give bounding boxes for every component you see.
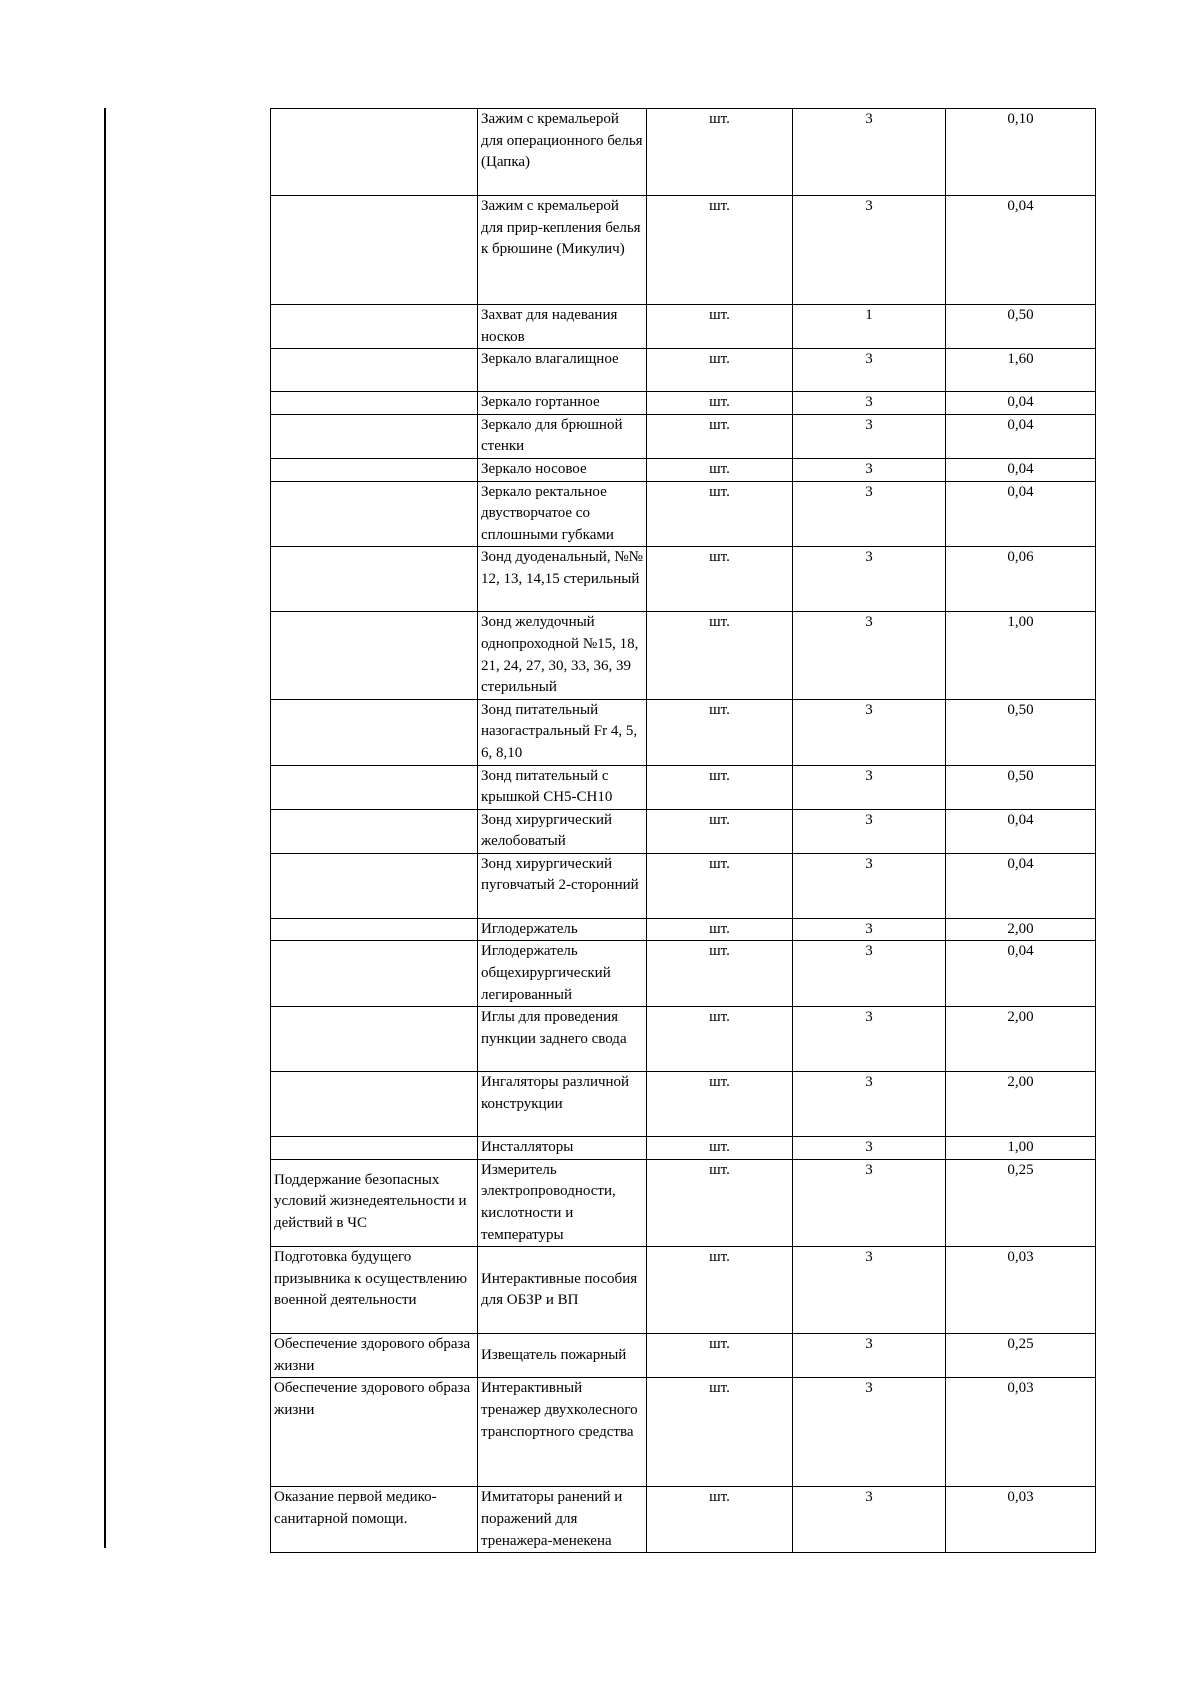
unit-cell: шт. bbox=[647, 1487, 793, 1553]
item-name-cell: Зеркало влагалищное bbox=[478, 349, 647, 392]
quantity-cell: 3 bbox=[793, 699, 946, 765]
item-name-cell: Зонд дуоденальный, №№ 12, 13, 14,15 стерильный bbox=[478, 547, 647, 612]
item-name-cell: Зажим с кремальерой для прир-кепления белья к брюшине (Микулич) bbox=[478, 196, 647, 305]
table-row bbox=[271, 1007, 1096, 1072]
unit-cell: шт. bbox=[647, 547, 793, 612]
table-row bbox=[271, 1247, 1096, 1334]
section-cell bbox=[271, 392, 478, 415]
table-row bbox=[271, 392, 1096, 415]
section-cell bbox=[271, 918, 478, 941]
item-name-cell: Инсталляторы bbox=[478, 1137, 647, 1160]
section-cell bbox=[271, 1072, 478, 1137]
section-cell bbox=[271, 547, 478, 612]
unit-cell: шт. bbox=[647, 1007, 793, 1072]
section-cell: Подготовка будущего призывника к осуществлению военной деятельности bbox=[271, 1247, 478, 1334]
section-cell bbox=[271, 853, 478, 918]
quantity-cell: 1 bbox=[793, 305, 946, 349]
ratio-cell: 0,04 bbox=[946, 392, 1096, 415]
item-name-cell: Иглодержатель общехирургический легированный bbox=[478, 941, 647, 1007]
ratio-cell: 0,25 bbox=[946, 1159, 1096, 1246]
ratio-cell: 0,04 bbox=[946, 809, 1096, 853]
quantity-cell: 3 bbox=[793, 941, 946, 1007]
ratio-cell: 1,00 bbox=[946, 1137, 1096, 1160]
unit-cell: шт. bbox=[647, 414, 793, 458]
table-row bbox=[271, 699, 1096, 765]
table-row bbox=[271, 809, 1096, 853]
quantity-cell: 3 bbox=[793, 918, 946, 941]
unit-cell: шт. bbox=[647, 1247, 793, 1334]
item-name-cell: Зонд желудочный однопроходной №15, 18, 21, 24, 27, 30, 33, 36, 39 стерильный bbox=[478, 612, 647, 699]
unit-cell: шт. bbox=[647, 481, 793, 547]
quantity-cell: 3 bbox=[793, 1072, 946, 1137]
quantity-cell: 3 bbox=[793, 349, 946, 392]
table-row bbox=[271, 349, 1096, 392]
item-name-cell: Зеркало носовое bbox=[478, 458, 647, 481]
unit-cell: шт. bbox=[647, 765, 793, 809]
section-cell bbox=[271, 305, 478, 349]
table-row bbox=[271, 414, 1096, 458]
item-name-cell: Иглодержатель bbox=[478, 918, 647, 941]
section-cell bbox=[271, 809, 478, 853]
quantity-cell: 3 bbox=[793, 109, 946, 196]
item-name-cell: Зажим с кремальерой для операционного белья (Цапка) bbox=[478, 109, 647, 196]
item-name-cell: Зеркало гортанное bbox=[478, 392, 647, 415]
table-row bbox=[271, 612, 1096, 699]
quantity-cell: 3 bbox=[793, 1007, 946, 1072]
quantity-cell: 3 bbox=[793, 196, 946, 305]
table-row bbox=[271, 1072, 1096, 1137]
ratio-cell: 0,04 bbox=[946, 414, 1096, 458]
ratio-cell: 2,00 bbox=[946, 918, 1096, 941]
quantity-cell: 3 bbox=[793, 392, 946, 415]
quantity-cell: 3 bbox=[793, 1334, 946, 1378]
ratio-cell: 0,06 bbox=[946, 547, 1096, 612]
section-cell bbox=[271, 699, 478, 765]
item-name-cell: Иглы для проведения пункции заднего свода bbox=[478, 1007, 647, 1072]
unit-cell: шт. bbox=[647, 305, 793, 349]
table-row bbox=[271, 1137, 1096, 1160]
quantity-cell: 3 bbox=[793, 481, 946, 547]
section-cell bbox=[271, 458, 478, 481]
table-row bbox=[271, 196, 1096, 305]
table-row bbox=[271, 918, 1096, 941]
ratio-cell: 1,00 bbox=[946, 612, 1096, 699]
quantity-cell: 3 bbox=[793, 458, 946, 481]
ratio-cell: 0,04 bbox=[946, 196, 1096, 305]
quantity-cell: 3 bbox=[793, 1487, 946, 1553]
section-cell: Обеспечение здорового образа жизни bbox=[271, 1378, 478, 1487]
ratio-cell: 0,03 bbox=[946, 1247, 1096, 1334]
ratio-cell: 2,00 bbox=[946, 1072, 1096, 1137]
section-cell bbox=[271, 109, 478, 196]
ratio-cell: 0,04 bbox=[946, 853, 1096, 918]
table-row bbox=[271, 941, 1096, 1007]
item-name-cell: Зонд хирургический пуговчатый 2-сторонний bbox=[478, 853, 647, 918]
item-name-cell: Ингаляторы различной конструкции bbox=[478, 1072, 647, 1137]
section-cell bbox=[271, 612, 478, 699]
quantity-cell: 3 bbox=[793, 414, 946, 458]
item-name-cell: Зеркало ректальное двустворчатое со сплошными губками bbox=[478, 481, 647, 547]
ratio-cell: 0,50 bbox=[946, 305, 1096, 349]
quantity-cell: 3 bbox=[793, 1137, 946, 1160]
ratio-cell: 0,50 bbox=[946, 765, 1096, 809]
ratio-cell: 0,03 bbox=[946, 1487, 1096, 1553]
item-name-cell: Интерактивные пособия для ОБЗР и ВП bbox=[478, 1247, 647, 1334]
quantity-cell: 3 bbox=[793, 547, 946, 612]
ratio-cell: 0,04 bbox=[946, 941, 1096, 1007]
unit-cell: шт. bbox=[647, 853, 793, 918]
table-row bbox=[271, 547, 1096, 612]
section-cell: Оказание первой медико-санитарной помощи. bbox=[271, 1487, 478, 1553]
item-name-cell: Захват для надевания носков bbox=[478, 305, 647, 349]
unit-cell: шт. bbox=[647, 1334, 793, 1378]
unit-cell: шт. bbox=[647, 392, 793, 415]
table-row bbox=[271, 1378, 1096, 1487]
table-row bbox=[271, 1159, 1096, 1246]
quantity-cell: 3 bbox=[793, 853, 946, 918]
ratio-cell: 0,25 bbox=[946, 1334, 1096, 1378]
ratio-cell: 0,10 bbox=[946, 109, 1096, 196]
unit-cell: шт. bbox=[647, 1378, 793, 1487]
unit-cell: шт. bbox=[647, 349, 793, 392]
item-name-cell: Зонд питательный назогастральный Fr 4, 5, 6, 8,10 bbox=[478, 699, 647, 765]
quantity-cell: 3 bbox=[793, 1159, 946, 1246]
table-row bbox=[271, 765, 1096, 809]
section-cell bbox=[271, 196, 478, 305]
table-row bbox=[271, 109, 1096, 196]
section-cell bbox=[271, 481, 478, 547]
left-margin-line bbox=[104, 108, 106, 1548]
unit-cell: шт. bbox=[647, 918, 793, 941]
item-name-cell: Зонд питательный с крышкой CH5-CH10 bbox=[478, 765, 647, 809]
quantity-cell: 3 bbox=[793, 1247, 946, 1334]
item-name-cell: Зеркало для брюшной стенки bbox=[478, 414, 647, 458]
unit-cell: шт. bbox=[647, 196, 793, 305]
table-row bbox=[271, 458, 1096, 481]
item-name-cell: Интерактивный тренажер двухколесного транспортного средства bbox=[478, 1378, 647, 1487]
unit-cell: шт. bbox=[647, 699, 793, 765]
section-cell: Обеспечение здорового образа жизни bbox=[271, 1334, 478, 1378]
unit-cell: шт. bbox=[647, 809, 793, 853]
quantity-cell: 3 bbox=[793, 1378, 946, 1487]
ratio-cell: 0,03 bbox=[946, 1378, 1096, 1487]
item-name-cell: Зонд хирургический желобоватый bbox=[478, 809, 647, 853]
ratio-cell: 0,50 bbox=[946, 699, 1096, 765]
section-cell bbox=[271, 349, 478, 392]
quantity-cell: 3 bbox=[793, 612, 946, 699]
table-row bbox=[271, 1334, 1096, 1378]
section-cell bbox=[271, 941, 478, 1007]
ratio-cell: 2,00 bbox=[946, 1007, 1096, 1072]
section-cell: Поддержание безопасных условий жизнедеятельности и действий в ЧС bbox=[271, 1159, 478, 1246]
unit-cell: шт. bbox=[647, 1072, 793, 1137]
unit-cell: шт. bbox=[647, 612, 793, 699]
table-row bbox=[271, 853, 1096, 918]
table-row bbox=[271, 481, 1096, 547]
unit-cell: шт. bbox=[647, 1137, 793, 1160]
unit-cell: шт. bbox=[647, 1159, 793, 1246]
item-name-cell: Извещатель пожарный bbox=[478, 1334, 647, 1378]
item-name-cell: Имитаторы ранений и поражений для тренажера-менекена bbox=[478, 1487, 647, 1553]
quantity-cell: 3 bbox=[793, 765, 946, 809]
section-cell bbox=[271, 414, 478, 458]
ratio-cell: 1,60 bbox=[946, 349, 1096, 392]
section-cell bbox=[271, 1137, 478, 1160]
unit-cell: шт. bbox=[647, 941, 793, 1007]
table-row bbox=[271, 1487, 1096, 1553]
item-name-cell: Измеритель электропроводности, кислотности и температуры bbox=[478, 1159, 647, 1246]
unit-cell: шт. bbox=[647, 109, 793, 196]
quantity-cell: 3 bbox=[793, 809, 946, 853]
ratio-cell: 0,04 bbox=[946, 481, 1096, 547]
unit-cell: шт. bbox=[647, 458, 793, 481]
equipment-table bbox=[270, 108, 1096, 1553]
table-row bbox=[271, 305, 1096, 349]
section-cell bbox=[271, 1007, 478, 1072]
section-cell bbox=[271, 765, 478, 809]
ratio-cell: 0,04 bbox=[946, 458, 1096, 481]
